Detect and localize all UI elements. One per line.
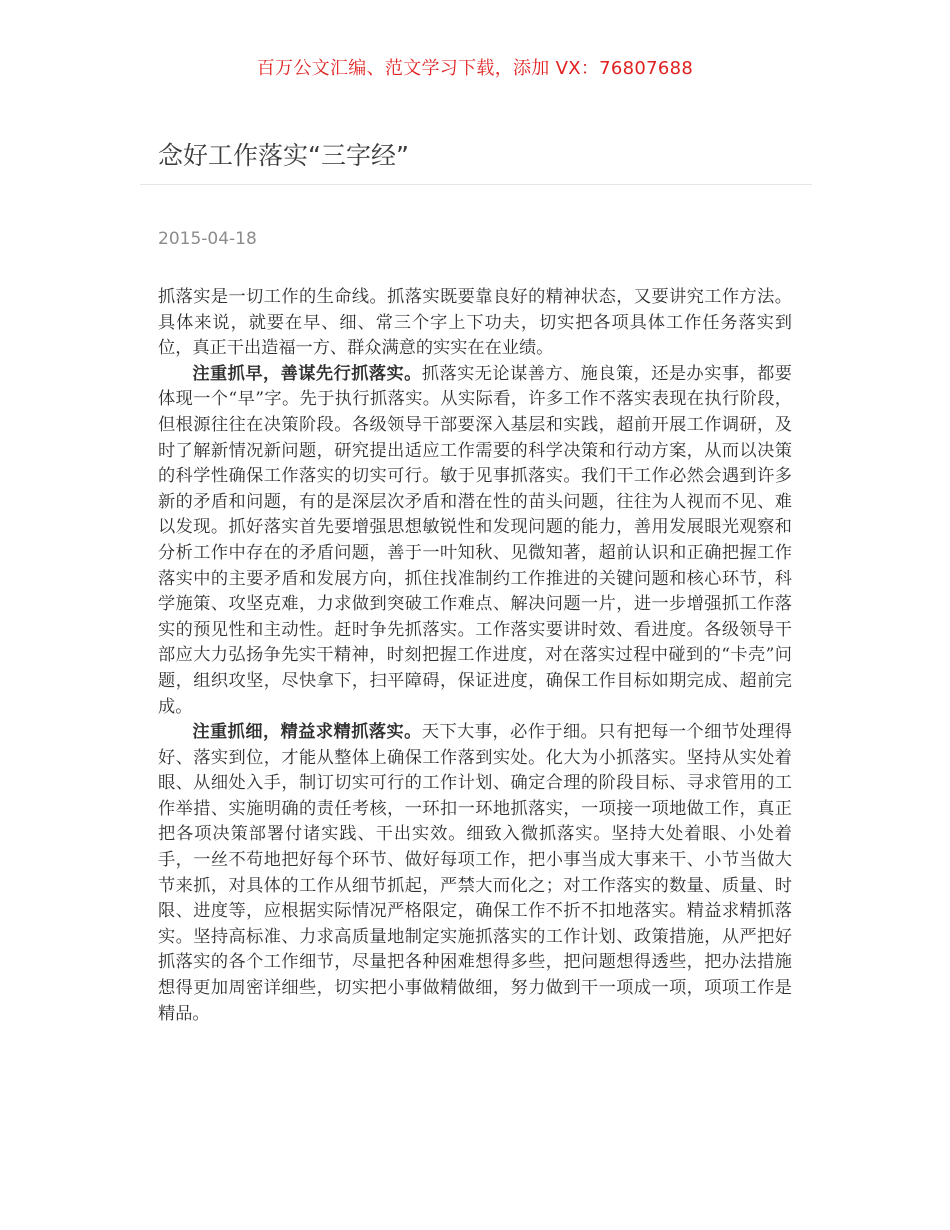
section-detail-paragraph [158, 720, 792, 1027]
intro-paragraph: 抓落实是一切工作的生命线。抓落实既要靠良好的精神状态，又要讲究工作方法。具体来说，就要在早、细、常三个字上下功夫，切实把各项具体工作任务落实到位，真正干出造福一方、群众满意的实实在在业绩。 [158, 287, 792, 359]
section-early-paragraph [158, 362, 792, 720]
publish-date: 2015-04-18 [158, 229, 257, 249]
article-body [158, 285, 792, 1027]
section-detail-heading: 注重抓细，精益求精抓落实。 [192, 722, 422, 743]
promo-banner: 百万公文汇编、范文学习下载，添加 VX：76807688 [256, 58, 694, 79]
section-detail-text: 天下大事，必作于细。只有把每一个细节处理得好、落实到位，才能从整体上确保工作落到实处。化大为小抓落实。坚持从实处着眼、从细处入手，制订切实可行的工作计划、确定合理的阶段目标、寻求管用的工作举措、实施明确的责任考核，一环扣一环地抓落实，一项接一项地做工作，真正把各项决策部署付诸实践、干出实效。细致入微抓落实。坚持大处着眼、小处着手，一丝不苟地把好每个环节、做好每项工作，把小事当成大事来干、小节当做大节来抓，对具体的工作从细节抓起，严禁大而化之；对工作落实的数量、质量、时限、进度等，应根据实际情况严格限定，确保工作不折不扣地落实。精益求精抓落实。坚持高标准、力求高质量地制定实施抓落实的工作计划、政策措施，从严把好抓落实的各个工作细节，尽量把各种困难想得多些，把问题想得透些，把办法措施想得更加周密详细些，切实把小事做精做细，努力做到干一项成一项，项项工作是精品。 [158, 722, 792, 1024]
section-early-text: 抓落实无论谋善方、施良策，还是办实事，都要体现一个“早”字。先于执行抓落实。从实际看，许多工作不落实表现在执行阶段，但根源往往在决策阶段。各级领导干部要深入基层和实践，超前开展工作调研，及时了解新情况新问题，研究提出适应工作需要的科学决策和行动方案，从而以决策的科学性确保工作落实的切实可行。敏于见事抓落实。我们干工作必然会遇到许多新的矛盾和问题，有的是深层次矛盾和潜在性的苗头问题，往往为人视而不见、难以发现。抓好落实首先要增强思想敏锐性和发现问题的能力，善用发展眼光观察和分析工作中存在的矛盾问题，善于一叶知秋、见微知著，超前认识和正确把握工作落实中的主要矛盾和发展方向，抓住找准制约工作推进的关键问题和核心环节，科学施策、攻坚克难，力求做到突破工作难点、解决问题一片，进一步增强抓工作落实的预见性和主动性。赶时争先抓落实。工作落实要讲时效、看进度。各级领导干部应大力弘扬争先实干精神，时刻把握工作进度，对在落实过程中碰到的“卡壳”问题，组织攻坚，尽快拿下，扫平障碍，保证进度，确保工作目标如期完成、超前完成。 [158, 363, 792, 717]
article-title: 念好工作落实“三字经” [158, 141, 409, 170]
section-early-heading: 注重抓早，善谋先行抓落实。 [192, 363, 422, 384]
title-divider [140, 184, 812, 185]
